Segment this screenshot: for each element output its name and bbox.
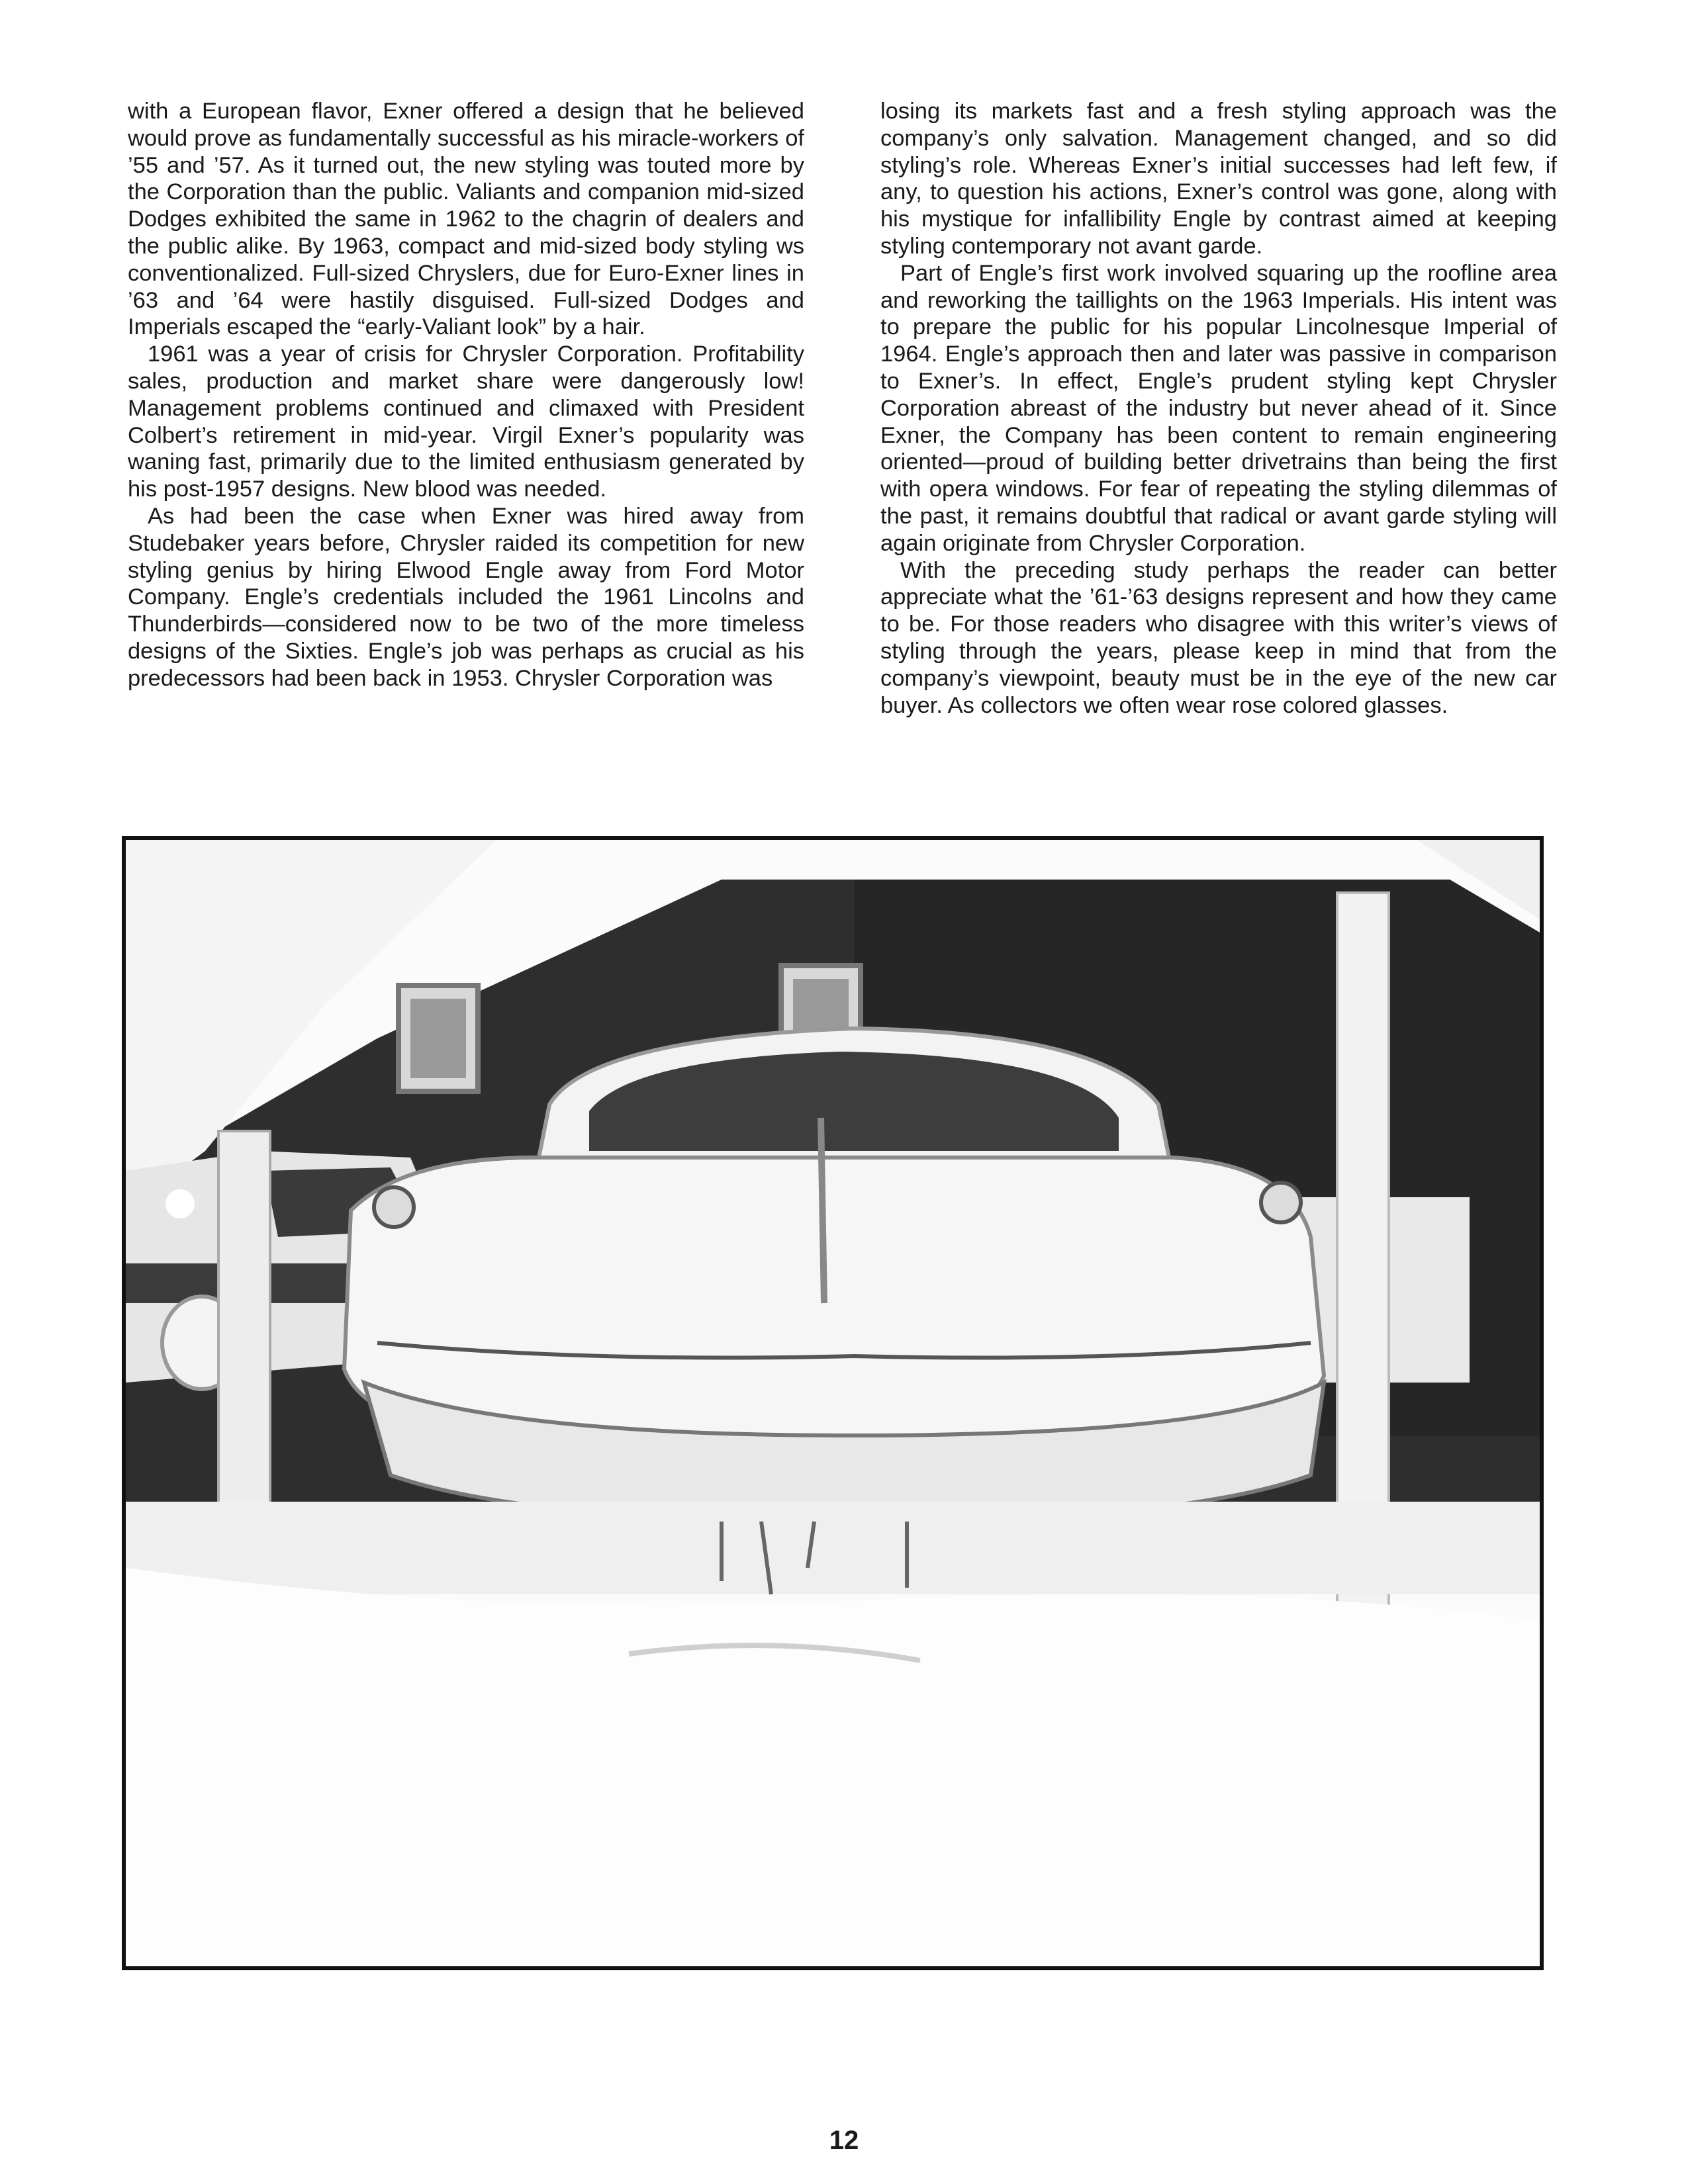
taillight-right <box>1261 1183 1301 1222</box>
body-paragraph: As had been the case when Exner was hired away from Studebaker years before, Chrysler raided its competition for new styling genius by hiring Elwood Engle away from Ford Motor Company. Engle’s credentials included the 1961 Lincolns and Thunderbirds—considered now to be two of the more timeless designs of the Sixties. Engle’s job was perhaps as crucial as his predecessors had been back in 1953. Chrysler Corporation was <box>128 503 804 691</box>
snow-foreground <box>126 1568 1540 1966</box>
body-paragraph: with a European flavor, Exner offered a design that he believed would prove as fundamentally successful as his miracle-workers of ’55 and ’57. As it turned out, the new styling was touted more by the Corporation than the public. Valiants and companion mid-sized Dodges exhibited the same in 1962 to the chagrin of dealers and the public alike. By 1963, compact and mid-sized body styling ws conventionalized. Full-sized Chryslers, due for Euro-Exner lines in ’63 and ’64 were hastily disguised. Full-sized Dodges and Imperials escaped the “early-Valiant look” by a hair. <box>128 99 804 340</box>
parked-car-left-light <box>165 1189 195 1218</box>
photo-illustration <box>126 840 1540 1966</box>
body-paragraph: 1961 was a year of crisis for Chrysler Corporation. Profitability sales, production and market share were dangerously low! Management problems continued and climaxed with President Colbert’s retirement in mid-year. Virgil Exner’s popularity was waning fast, primarily due to the limited enthusiasm generated by his post-1957 designs. New blood was needed. <box>128 341 804 502</box>
body-paragraph: With the preceding study perhaps the reader can better appreciate what the ’61-’63 designs represent and how they came to be. For those readers who disagree with this writer’s views of styling through the years, please keep in mind that from the company’s viewpoint, beauty must be in the eye of the new car buyer. As collectors we often wear rose colored glasses. <box>880 557 1557 718</box>
right-text-column <box>880 98 1557 719</box>
trunk-ridge <box>821 1118 824 1303</box>
page-number: 12 <box>829 2126 859 2155</box>
snow-covered-car-photo <box>122 836 1544 1970</box>
main-car-trunk <box>344 1158 1324 1435</box>
barn-window-left-pane <box>410 999 466 1078</box>
taillight-left <box>374 1187 414 1227</box>
left-text-column <box>128 98 804 692</box>
body-paragraph: losing its markets fast and a fresh styling approach was the company’s only salvation. Management changed, and so did styling’s role. Whereas Exner’s initial successes had left few, if any, to question his actions, Exner’s control was gone, along with his mystique for infallibility Engle by contrast aimed at keeping styling contemporary not avant garde. <box>880 99 1557 259</box>
snow-drift-mid <box>126 1502 1540 1594</box>
body-paragraph: Part of Engle’s first work involved squaring up the roofline area and reworking the taillights on the 1963 Imperials. His intent was to prepare the public for his popular Lincolnesque Imperial of 1964. Engle’s approach then and later was passive in comparison to Exner’s. In effect, Engle’s prudent styling kept Chrysler Corporation abreast of the industry but never ahead of it. Since Exner, the Company has been content to remain engineering oriented—proud of building better drivetrains than being the first with opera windows. For fear of repeating the styling dilemmas of the past, it remains doubtful that radical or avant garde styling will again originate from Chrysler Corporation. <box>880 260 1557 556</box>
